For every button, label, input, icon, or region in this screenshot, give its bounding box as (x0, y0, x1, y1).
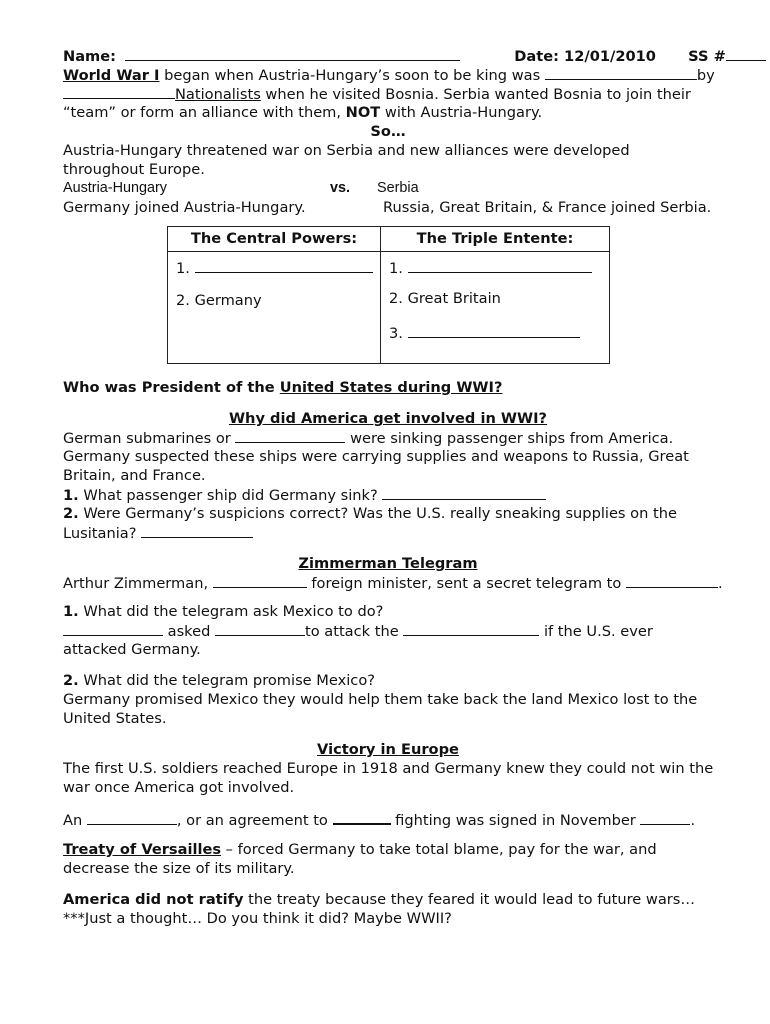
asked-text: asked (163, 623, 215, 640)
zimmerman-question-1 (63, 602, 713, 621)
entente-blank-1[interactable] (408, 258, 592, 273)
treaty-line-2: decrease the size of its military. (63, 860, 295, 877)
treaty-text: – forced Germany to take total blame, pay for the war, and (221, 841, 657, 858)
submarines-blank[interactable] (235, 428, 345, 443)
victory-line-2: war once America got involved. (63, 779, 295, 796)
ship-blank[interactable] (382, 485, 546, 500)
america-question-1 (63, 485, 713, 504)
president-question (63, 378, 713, 397)
serbia-label: Serbia (377, 180, 419, 196)
q2-text: Were Germany’s suspicions correct? Was the U.S. really sneaking supplies on the (78, 505, 677, 522)
wwi-term: World War I (63, 67, 160, 84)
zimmerman-answer-1 (63, 621, 713, 640)
asker-blank[interactable] (63, 621, 163, 636)
vs-label: vs. (330, 180, 351, 196)
so-heading: So… (370, 123, 406, 140)
period-text: . (690, 812, 696, 829)
name-blank[interactable] (125, 46, 460, 61)
entente-item-3 (389, 323, 609, 342)
intro-line-3 (63, 103, 713, 122)
central-powers-cell (168, 252, 381, 364)
america-line-1 (63, 428, 713, 447)
promise-line-1: Germany promised Mexico they would help them take back the land Mexico lost to the (63, 691, 698, 708)
intro-text: Serbia wanted Bosnia to join their (438, 86, 691, 103)
triple-entente-cell (381, 252, 610, 364)
z-q2-text: What did the telegram promise Mexico? (78, 672, 375, 689)
central-item-1-num: 1. (176, 260, 190, 277)
not-text: NOT (345, 104, 381, 121)
agreement-text: , or an agreement to (176, 812, 333, 829)
central-powers-header: The Central Powers: (168, 227, 381, 252)
zimmerman-heading: Zimmerman Telegram (298, 555, 478, 572)
central-item-2: 2. Germany (176, 292, 262, 309)
z-q2-number: 2. (63, 672, 79, 689)
victory-line-1: The first U.S. soldiers reached Europe in 1918 and Germany knew they could not win the (63, 760, 714, 777)
nationalists-text: Nationalists (175, 86, 261, 103)
ss-label: SS # (688, 48, 726, 65)
intro-text: “team” or form an alliance with them, (63, 104, 346, 121)
america-line-3: Britain, and France. (63, 467, 206, 484)
zimmerman-text: . (717, 575, 723, 592)
entente-item-2: 2. Great Britain (389, 290, 501, 307)
threat-line-1: Austria-Hungary threatened war on Serbia and new alliances were developed (63, 142, 630, 159)
recipient-blank[interactable] (626, 573, 718, 588)
intro-line-1 (63, 65, 713, 84)
nationalists-blank[interactable] (63, 84, 175, 99)
germany-joined-text: Germany joined Austria-Hungary. (63, 199, 306, 216)
zimmerman-question-2 (63, 671, 713, 690)
suspicion-blank[interactable] (141, 523, 253, 538)
america-question-2-cont (63, 523, 713, 542)
zimmerman-line-1 (63, 573, 723, 592)
ratify-text: the treaty because they feared it would lead to future wars… (243, 891, 695, 908)
armistice-line (63, 809, 713, 828)
intro-text: when he visited Bosnia. (260, 86, 439, 103)
threat-line-2: throughout Europe. (63, 161, 205, 178)
treaty-name: Treaty of Versailles (63, 841, 222, 858)
zimmerman-text: Arthur Zimmerman, (63, 575, 213, 592)
entente-joined-text: Russia, Great Britain, & France joined Serbia. (383, 199, 712, 216)
an-text: An (63, 812, 87, 829)
ratify-line-1 (63, 890, 713, 909)
zimmerman-answer-1-cont: attacked Germany. (63, 641, 201, 658)
america-text: were sinking passenger ships from America. (345, 430, 674, 447)
central-blank-1[interactable] (195, 258, 373, 273)
attack-target-blank[interactable] (403, 621, 539, 636)
entente-item-1-num: 1. (389, 260, 403, 277)
q1-text: What passenger ship did Germany sink? (78, 487, 383, 504)
america-heading: Why did America get involved in WWI? (228, 410, 548, 427)
ratify-line-2: ***Just a thought… Do you think it did? Maybe WWII? (63, 910, 452, 927)
victory-heading: Victory in Europe (317, 741, 459, 758)
header-line (63, 46, 726, 65)
alliances-table (167, 226, 610, 364)
intro-line-2 (63, 84, 713, 103)
president-question-underlined: United States during WWI? (279, 379, 503, 396)
zimmerman-text: foreign minister, sent a secret telegram to (306, 575, 626, 592)
america-question-2 (63, 504, 713, 523)
q1-number: 1. (63, 487, 79, 504)
triple-entente-header: The Triple Entente: (381, 227, 610, 252)
by-text: by (696, 67, 715, 84)
central-item-1 (176, 258, 380, 277)
america-line-2: Germany suspected these ships were carrying supplies and weapons to Russia, Great (63, 448, 689, 465)
worksheet (63, 46, 726, 928)
entente-item-1 (389, 258, 609, 277)
america-text: German submarines or (63, 430, 236, 447)
fighting-text: fighting was signed in November (390, 812, 641, 829)
to-attack-text: to attack the (305, 623, 404, 640)
promise-line-2: United States. (63, 710, 167, 727)
z-q1-text: What did the telegram ask Mexico to do? (78, 603, 384, 620)
versus-line (63, 179, 713, 198)
z-q1-number: 1. (63, 603, 79, 620)
entente-blank-3[interactable] (408, 323, 580, 338)
stop-blank[interactable] (333, 809, 391, 825)
joined-line (63, 198, 713, 217)
entente-item-3-num: 3. (389, 325, 403, 342)
q2-number: 2. (63, 505, 79, 522)
president-question-text: Who was President of the (63, 379, 280, 396)
asked-who-blank[interactable] (215, 621, 305, 636)
intro-text: began when Austria-Hungary’s soon to be king was (159, 67, 545, 84)
ratify-bold: America did not ratify (63, 891, 244, 908)
nationality-blank[interactable] (213, 573, 307, 588)
king-blank[interactable] (545, 65, 697, 80)
treaty-line-1 (63, 840, 713, 859)
austria-hungary-label: Austria-Hungary (63, 180, 167, 196)
armistice-blank[interactable] (87, 810, 177, 825)
november-blank[interactable] (640, 810, 690, 825)
q2-cont-text: Lusitania? (63, 525, 142, 542)
name-label: Name: (63, 48, 117, 65)
date-label: Date: 12/01/2010 (514, 48, 656, 65)
if-us-text: if the U.S. ever (539, 623, 653, 640)
intro-text: with Austria-Hungary. (380, 104, 543, 121)
ss-blank[interactable] (726, 46, 766, 61)
